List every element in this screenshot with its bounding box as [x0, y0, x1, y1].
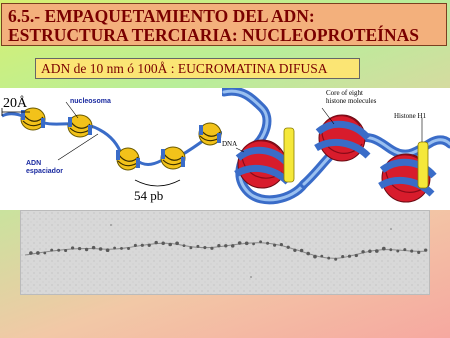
chromatin-bead [57, 249, 60, 252]
subtitle-box [35, 58, 360, 79]
chromatin-bead [189, 246, 192, 249]
chromatin-bead [361, 250, 364, 253]
nucleosome-structure-diagram [222, 88, 450, 210]
chromatin-bead [327, 257, 330, 260]
chromatin-bead [99, 247, 103, 251]
chromatin-bead [224, 244, 227, 247]
chromatin-bead [266, 242, 269, 245]
histone-h1-label: Histone H1 [394, 112, 427, 120]
nucleosome-structure-illustration [222, 88, 450, 210]
dna-label: DNA [222, 140, 238, 148]
micrograph-image [21, 211, 429, 294]
chromatin-bead [196, 245, 199, 248]
chromatin-bead [141, 244, 144, 247]
chromatin-bead [29, 251, 33, 255]
chromatin-bead [382, 247, 386, 251]
chromatin-bead [168, 243, 172, 247]
chromatin-bead [306, 252, 310, 256]
chromatin-bead [334, 258, 337, 261]
nucleosome-3 [116, 148, 140, 170]
width-label: 20Å [3, 96, 28, 111]
chromatin-bead [348, 255, 351, 258]
chromatin-bead [155, 241, 158, 244]
chromatin-bead [293, 249, 296, 252]
chromatin-bead [341, 255, 344, 258]
chromatin-bead [424, 248, 427, 251]
chromatin-bead [120, 247, 123, 250]
chromatin-bead [389, 248, 392, 251]
chromatin-bead [252, 243, 255, 246]
slide-title [1, 3, 447, 46]
chromatin-bead [396, 250, 399, 253]
chromatin-bead [134, 244, 137, 247]
chromatin-bead [245, 241, 249, 245]
nucleosome-label: nucleosoma [70, 98, 111, 105]
chromatin-bead [148, 244, 151, 247]
histone-core-2 [316, 115, 368, 161]
electron-micrograph [20, 210, 430, 295]
chromatin-bead [78, 247, 81, 250]
core-label-line2: histone molecules [326, 97, 377, 105]
chromatin-bead [85, 248, 88, 251]
chromatin-bead [183, 244, 186, 247]
spacer-label-line1: ADN [26, 160, 42, 167]
chromatin-bead [320, 255, 323, 258]
chromatin-bead [113, 247, 116, 250]
chromatin-bead [403, 248, 406, 251]
chromatin-bead [375, 249, 379, 253]
beads-on-string-illustration [0, 88, 226, 210]
chromatin-bead [71, 246, 74, 249]
nucleosome-2 [68, 115, 92, 137]
chromatin-bead [203, 246, 206, 249]
chromatin-bead [368, 249, 372, 253]
chromatin-bead [259, 240, 262, 243]
core-label-line1: Core of eight [326, 89, 363, 97]
chromatin-bead [92, 246, 96, 250]
nucleosome-5 [199, 123, 221, 145]
subtitle-text: ADN de 10 nm ó 100Å : EUCROMATINA DIFUSA [41, 61, 328, 76]
chromatin-bead [300, 249, 304, 253]
chromatin-bead [175, 241, 179, 245]
chromatin-bead [50, 249, 53, 252]
chromatin-bead [64, 249, 67, 252]
chromatin-bead [273, 244, 276, 247]
histone-h1-1 [284, 128, 294, 182]
chromatin-bead [417, 251, 420, 254]
spacer-length-bracket [135, 180, 180, 186]
title-line-1: 6.5.- EMPAQUETAMIENTO DEL ADN: [8, 6, 315, 26]
title-line-2: ESTRUCTURA TERCIARIA: NUCLEOPROTEÍNAS [8, 25, 420, 45]
chromatin-bead [313, 255, 317, 259]
beads-on-string-diagram [0, 88, 226, 210]
chromatin-bead [217, 244, 220, 247]
chromatin-bead [280, 243, 283, 246]
chromatin-bead [231, 244, 235, 248]
spacer-label-line2: espaciador [26, 168, 63, 175]
chromatin-bead [43, 252, 46, 255]
chromatin-bead [106, 248, 110, 252]
chromatin-bead [210, 247, 213, 250]
chromatin-bead [161, 242, 165, 246]
chromatin-bead [36, 251, 40, 255]
chromatin-bead [410, 250, 413, 253]
histone-h1-2 [418, 142, 428, 188]
chromatin-bead [238, 241, 242, 245]
nucleosome-4 [161, 147, 185, 169]
chromatin-bead [127, 247, 130, 250]
chromatin-bead [287, 246, 290, 249]
spacer-length-label: 54 pb [134, 188, 164, 203]
spacer-leader-line [58, 134, 98, 160]
chromatin-bead [355, 254, 358, 257]
